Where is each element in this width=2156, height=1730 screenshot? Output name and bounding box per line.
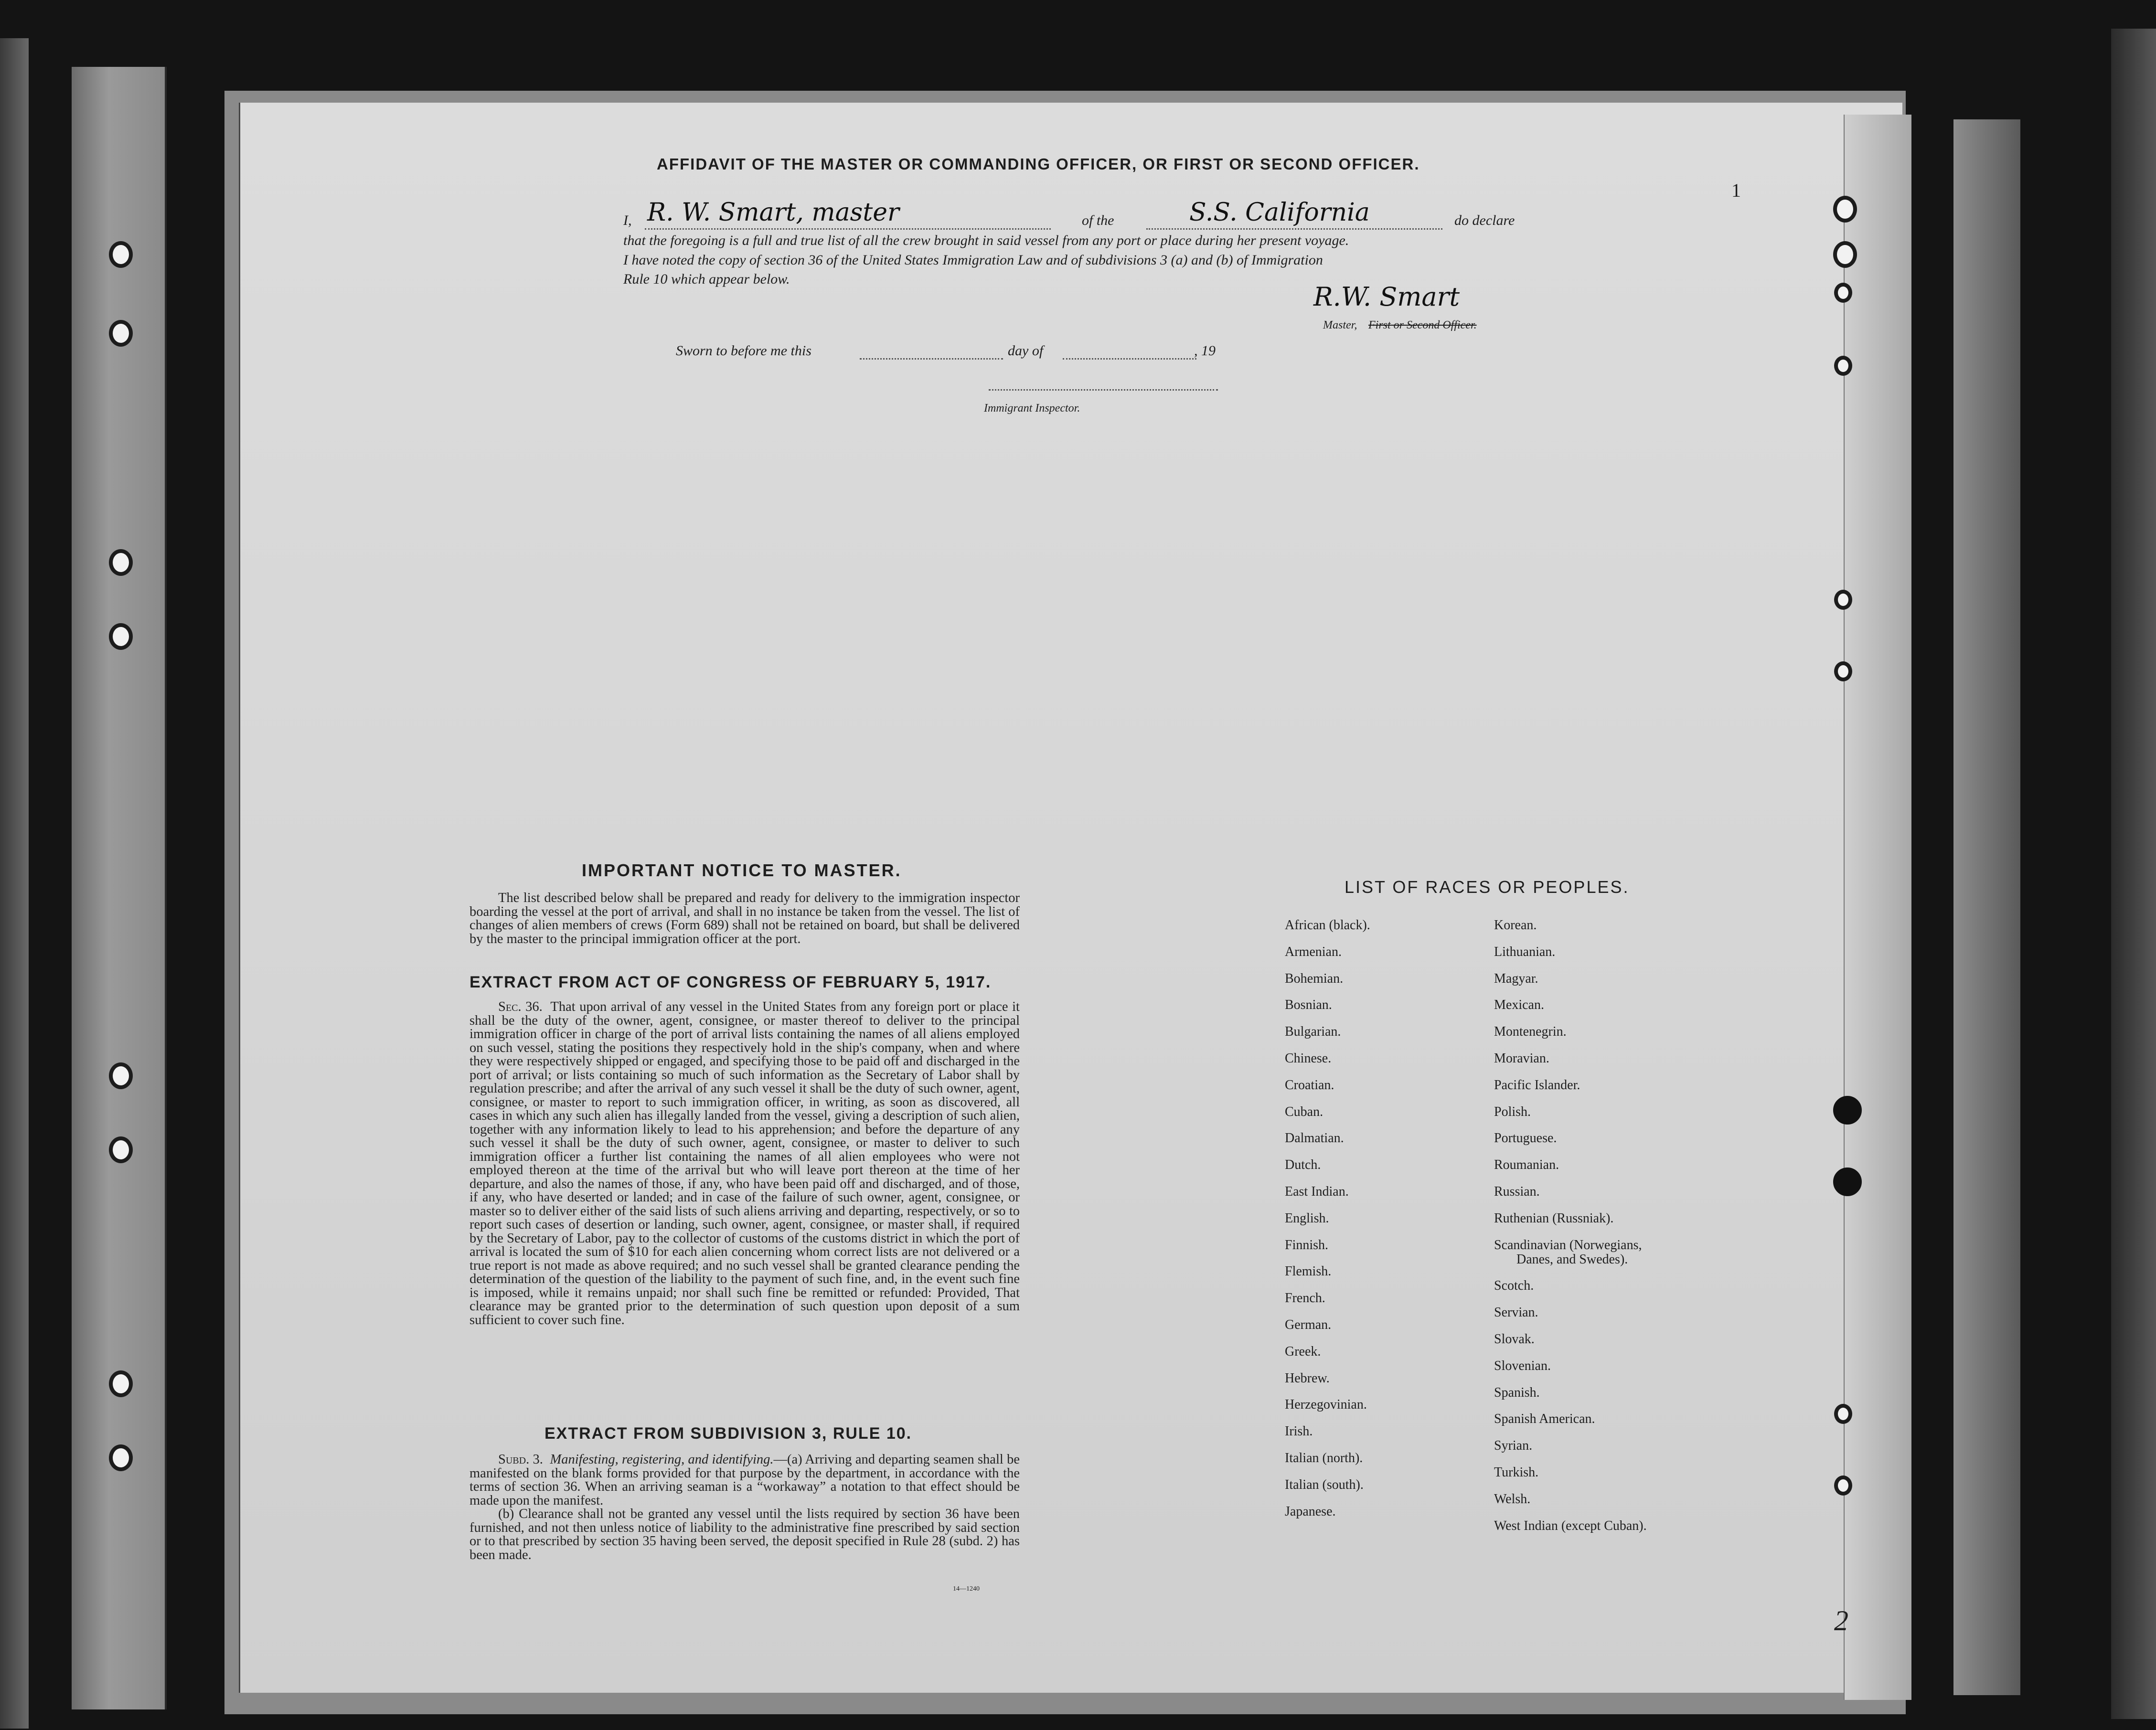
margin-mark-bottom: 2: [1834, 1605, 1848, 1636]
master-name-handwritten: R. W. Smart, master: [647, 198, 899, 227]
race-item: Chinese.: [1285, 1051, 1332, 1066]
signature-caption-struck: First or Second Officer.: [1368, 319, 1477, 331]
race-item: Pacific Islander.: [1494, 1077, 1580, 1093]
race-item: Spanish American.: [1494, 1412, 1595, 1427]
binder-edge-left: [0, 38, 29, 1729]
race-item: Ruthenian (Russniak).: [1494, 1210, 1614, 1226]
races-title: LIST OF RACES OR PEOPLES.: [1345, 877, 1630, 897]
race-item: West Indian (except Cuban).: [1494, 1518, 1647, 1533]
race-item: Finnish.: [1285, 1237, 1329, 1252]
race-item: Portuguese.: [1494, 1131, 1557, 1146]
punch-hole-icon: [1834, 590, 1852, 610]
punch-hole-icon: [109, 241, 133, 268]
inspector-caption: Immigrant Inspector.: [984, 402, 1080, 414]
race-item: English.: [1285, 1210, 1329, 1226]
punch-hole-icon: [109, 1444, 133, 1471]
race-item: Montenegrin.: [1494, 1024, 1567, 1040]
rule-subd-label: Subd. 3.: [498, 1452, 543, 1467]
race-item: Bosnian.: [1285, 998, 1332, 1013]
year-label: , 19: [1194, 343, 1216, 359]
punch-hole-icon: [109, 1136, 133, 1163]
race-item: Dutch.: [1285, 1157, 1321, 1173]
rule-para-b: (b) Clearance shall not be granted any vessel until the lists required by section 36 have been furnished, and not then unless notice of liability to the administrative fine prescribed by said section or to that prescribed by section 35 having been served, the deposit specified in Rule 28 (subd. 2) has been made.: [470, 1507, 1020, 1562]
race-item: Russian.: [1494, 1184, 1540, 1199]
binder-edge-right: [2111, 29, 2156, 1719]
race-item: Korean.: [1494, 918, 1537, 933]
act-extract-body: [470, 1000, 1020, 1327]
race-item: Polish.: [1494, 1104, 1531, 1119]
punch-hole-icon: [109, 1062, 133, 1089]
signature-handwritten: R.W. Smart: [1313, 282, 1460, 312]
race-item: African (black).: [1285, 918, 1370, 933]
act-section-label: Sec. 36.: [498, 999, 543, 1014]
punch-hole-icon: [1834, 283, 1852, 303]
race-item: Scotch.: [1494, 1278, 1534, 1294]
punch-hole-icon: [1834, 1404, 1852, 1424]
punch-hole-icon: [109, 320, 133, 347]
binder-strip-right: [1953, 119, 2020, 1695]
affidavit-line-2: that the foregoing is a full and true list of all the crew brought in said vessel from any port or place during her present voyage.: [623, 233, 1349, 248]
race-item: Irish.: [1285, 1424, 1313, 1439]
affidavit-i: I,: [623, 212, 632, 228]
race-item: Armenian.: [1285, 944, 1342, 959]
race-item: Greek.: [1285, 1344, 1321, 1359]
race-item: Magyar.: [1494, 971, 1538, 986]
race-item: Slovenian.: [1494, 1358, 1551, 1373]
race-item: Bulgarian.: [1285, 1024, 1341, 1040]
race-item: German.: [1285, 1317, 1332, 1332]
edge-sheet-right: [1844, 115, 1911, 1700]
punch-hole-icon: [109, 623, 133, 650]
punch-hole-icon: [1834, 661, 1852, 681]
race-item: Herzegovinian.: [1285, 1397, 1367, 1412]
punch-hole-icon: [1833, 1167, 1862, 1196]
vessel-name-handwritten: S.S. California: [1189, 198, 1370, 227]
race-item: Bohemian.: [1285, 971, 1344, 986]
race-item: Moravian.: [1494, 1051, 1549, 1066]
sworn-before-label: Sworn to before me this: [676, 343, 811, 359]
day-of-label: day of: [1008, 343, 1044, 359]
margin-mark-top: 1: [1731, 180, 1741, 201]
affidavit-line-4: Rule 10 which appear below.: [623, 271, 790, 287]
affidavit-line-3: I have noted the copy of section 36 of the United States Immigration Law and of subdivisions 3 (a) and (b) of Immigration: [623, 252, 1323, 268]
race-item: Scandinavian (Norwegians,: [1494, 1237, 1642, 1252]
notice-body: The list described below shall be prepared and ready for delivery to the immigration inspector boarding the vessel at the port of arrival, and shall in no instance be taken from the vessel. The list of changes of alien members of crews (Form 689) shall not be retained on board, but shall be delivered by the master to the principal immigration officer at the port.: [470, 891, 1020, 946]
punch-hole-icon: [109, 549, 133, 576]
punch-hole-icon: [1833, 241, 1857, 268]
race-item: Servian.: [1494, 1305, 1538, 1320]
race-item: Lithuanian.: [1494, 944, 1556, 959]
punch-hole-icon: [109, 1370, 133, 1397]
race-item: Roumanian.: [1494, 1157, 1559, 1173]
rule-extract-title: EXTRACT FROM SUBDIVISION 3, RULE 10.: [544, 1424, 912, 1443]
rule-heading: Manifesting, registering, and identifying.: [550, 1452, 774, 1467]
punch-hole-icon: [1833, 1096, 1862, 1125]
notice-title: IMPORTANT NOTICE TO MASTER.: [582, 860, 902, 880]
act-section-text: That upon arrival of any vessel in the United States from any foreign port or place it shall be the duty of the owner, agent, consignee, or master thereof to deliver to the principal immigration officer in charge of the port of arrival lists containing the names of all aliens employed on such vessel, stating the positions they respectively hold in the ship's company, when and where they were respectively shipped or engaged, and specifying those to be paid off and discharged in the port of arrival; or lists containing so much of such information as the Secretary of Labor shall by regulation prescribe; and after the arrival of any such vessel it shall be the duty of such owner, agent, consignee, or master to report to such immigration officer, in writing, as soon as discovered, all cases in which any such alien has illegally landed from the vessel, giving a description of such alien, together with any information likely to lead to his apprehension; and before the departure of any such vessel it shall be the duty of such owner, agent, consignee, or master to deliver to such immigration officer a further list containing the names of all alien employees who were not employed thereon at the time of the arrival but who will leave port thereon at the time of her departure, and also the names of those, if any, who have been paid off and discharged, and of those, if any, who have deserted or landed; and in case of the failure of such owner, agent, consignee, or master so to deliver either of the said lists of such aliens arriving and departing, respectively, or so to report such cases of desertion or landing, such owner, agent, consignee, or master shall, if required by the Secretary of Labor, pay to the collector of customs of the customs district in which the port of arrival is located the sum of $10 for each alien concerning whom correct lists are not delivered or a true report is not made as above required; and no such vessel shall be granted clearance pending the determination of the question of the liability to the payment of such fine, and, in the event such fine is imposed, while it remains unpaid; nor shall such fine be remitted or refunded: Provided, That clearance may be granted prior to the determination of such question upon deposit of a sum sufficient to cover such fine.: [470, 999, 1020, 1327]
rule-para-a: —(a) Arriving and departing seamen shall be manifested on the blank forms provided for that purpose by the department, in accordance with the terms of section 36. When an arriving seaman is a “workaway” a notation to that effect should be made upon the manifest.: [470, 1452, 1020, 1508]
rule-extract-body: [470, 1453, 1020, 1562]
name-dotted-line: [645, 228, 1051, 230]
race-item: Hebrew.: [1285, 1370, 1330, 1386]
affidavit-title: AFFIDAVIT OF THE MASTER OR COMMANDING OFFICER, OR FIRST OR SECOND OFFICER.: [657, 155, 1420, 173]
race-item: Welsh.: [1494, 1491, 1531, 1507]
sworn-month-dotted-line: [1063, 358, 1196, 360]
punch-hole-icon: [1833, 196, 1857, 223]
race-item: Italian (north).: [1285, 1451, 1363, 1465]
race-item: Dalmatian.: [1285, 1131, 1344, 1146]
race-item: East Indian.: [1285, 1184, 1349, 1199]
race-item: Turkish.: [1494, 1465, 1539, 1480]
race-item: Mexican.: [1494, 998, 1544, 1013]
race-item: Cuban.: [1285, 1104, 1323, 1119]
punch-hole-icon: [1834, 1475, 1852, 1496]
race-item: Italian (south).: [1285, 1477, 1364, 1492]
act-extract-title: EXTRACT FROM ACT OF CONGRESS OF FEBRUARY 5, 1917.: [470, 973, 992, 991]
sworn-day-dotted-line: [860, 358, 1003, 360]
race-item: Slovak.: [1494, 1332, 1535, 1347]
form-number: 14—1240: [953, 1585, 980, 1592]
affidavit-declare: do declare: [1454, 212, 1515, 228]
race-item: Spanish.: [1494, 1385, 1540, 1400]
race-item: French.: [1285, 1291, 1325, 1306]
race-item: Japanese.: [1285, 1504, 1336, 1519]
punch-hole-icon: [1834, 356, 1852, 376]
inspector-dotted-line: [989, 389, 1218, 391]
affidavit-of-the: of the: [1082, 212, 1114, 228]
vessel-dotted-line: [1146, 228, 1442, 230]
race-item: Croatian.: [1285, 1077, 1334, 1093]
signature-caption-master: Master,: [1323, 319, 1357, 331]
race-item: Syrian.: [1494, 1438, 1533, 1454]
race-item: Danes, and Swedes).: [1516, 1252, 1628, 1267]
race-item: Flemish.: [1285, 1264, 1332, 1279]
